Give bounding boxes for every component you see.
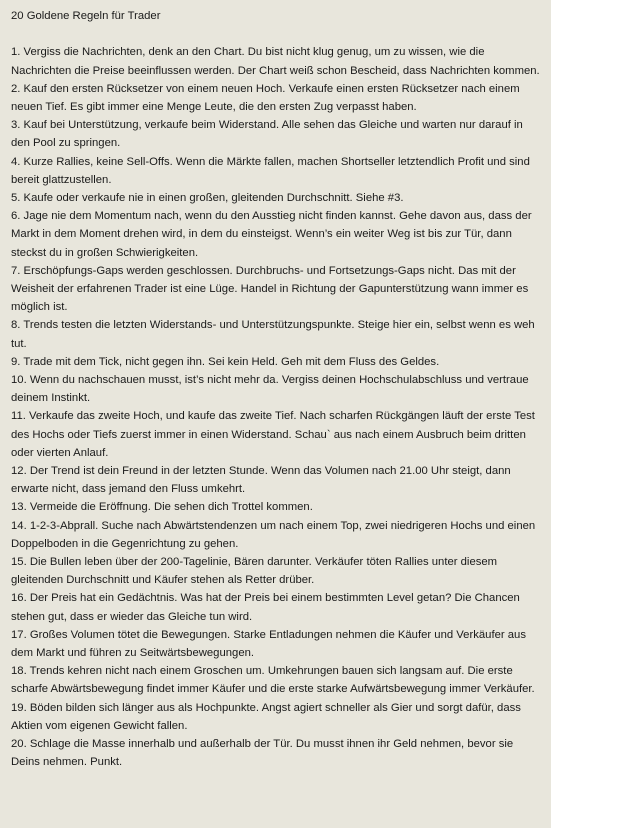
rule-item: 20. Schlage die Masse innerhalb und außerhalb der Tür. Du musst ihnen ihr Geld nehmen, bevor sie Deins nehmen. Punkt.: [11, 738, 514, 769]
rule-item: 4. Kurze Rallies, keine Sell-Offs. Wenn die Märkte fallen, machen Shortseller letztendlich Profit und sind bereit glattzustellen.: [11, 155, 530, 186]
rule-item: 1. Vergiss die Nachrichten, denk an den Chart. Du bist nicht klug genug, um zu wissen, wie die Nachrichten die Preise beeinflussen werden. Der Chart weiß schon Bescheid, dass Nachrichten kommen.: [11, 46, 540, 77]
rule-item: 14. 1-2-3-Abprall. Suche nach Abwärtstendenzen um nach einem Top, zwei niedrigeren Hochs und einen Doppelboden in die Gegenrichtung zu gehen.: [11, 519, 536, 550]
document-title: 20 Goldene Regeln für Trader: [11, 10, 161, 22]
rule-item: 15. Die Bullen leben über der 200-Tagelinie, Bären darunter. Verkäufer töten Rallies unter diesem gleitenden Durchschnitt und Käufer stehen als Retter drüber.: [11, 556, 498, 587]
rule-item: 2. Kauf den ersten Rücksetzer von einem neuen Hoch. Verkaufe einen ersten Rücksetzer nach einem neuen Tief. Es gibt immer eine Menge Leute, die den ersten Zug verpasst haben.: [11, 82, 520, 113]
rule-item: 17. Großes Volumen tötet die Bewegungen. Starke Entladungen nehmen die Käufer und Verkäufer aus dem Markt und führen zu Seitwärtsbewegungen.: [11, 628, 526, 660]
rule-item: 5. Kaufe oder verkaufe nie in einen großen, gleitenden Durchschnitt. Siehe #3.: [11, 192, 404, 204]
rule-item: 7. Erschöpfungs-Gaps werden geschlossen. Durchbruchs- und Fortsetzungs-Gaps nicht. Das mit der Weisheit der erfahrenen Trader ist eine Lüge. Handel in Richtung der Gapunterstützung wann immer es möglich ist.: [11, 264, 529, 314]
blank-line: [11, 25, 543, 43]
rule-item: 18. Trends kehren nicht nach einem Groschen um. Umkehrungen bauen sich langsam auf. Die erste scharfe Abwärtsbewegung findet immer Käufer und die erste starke Aufwärtsbewegung immer Verkäufer.: [11, 665, 535, 696]
rule-item: 3. Kauf bei Unterstützung, verkaufe beim Widerstand. Alle sehen das Gleiche und warten nur darauf in den Pool zu springen.: [11, 119, 523, 150]
rule-item: 6. Jage nie dem Momentum nach, wenn du den Ausstieg nicht finden kannst. Gehe davon aus, dass der Markt in dem Moment drehen wird, in dem du einsteigst. Wenn’s ein weiter Weg ist bis zur Tür, dann steckst du in großen Schwierigkeiten.: [11, 210, 532, 259]
rules-list: [11, 43, 543, 771]
rule-item: 13. Vermeide die Eröffnung. Die sehen dich Trottel kommen.: [11, 501, 313, 514]
rule-item: 16. Der Preis hat ein Gedächtnis. Was hat der Preis bei einem bestimmten Level getan? Die Chancen stehen gut, dass er wieder das Gleiche tun wird.: [11, 592, 520, 623]
rule-item: 8. Trends testen die letzten Widerstands- und Unterstützungspunkte. Steige hier ein, selbst wenn es weh tut.: [11, 319, 535, 350]
rule-item: 9. Trade mit dem Tick, nicht gegen ihn. Sei kein Held. Geh mit dem Fluss des Geldes.: [11, 355, 440, 368]
rule-item: 10. Wenn du nachschauen musst, ist’s nicht mehr da. Vergiss deinen Hochschulabschluss und vertraue deinem Instinkt.: [11, 374, 529, 405]
rule-item: 19. Böden bilden sich länger aus als Hochpunkte. Angst agiert schneller als Gier und sorgt dafür, dass Aktien vom eigenen Gewicht fallen.: [11, 701, 521, 732]
rule-item: 12. Der Trend ist dein Freund in der letzten Stunde. Wenn das Volumen nach 21.00 Uhr steigt, dann erwarte nicht, dass jemand den Fluss umkehrt.: [11, 465, 511, 496]
rule-item: 11. Verkaufe das zweite Hoch, und kaufe das zweite Tief. Nach scharfen Rückgängen läuft der erste Test des Hochs oder Tiefs zuerst immer in einen Widerstand. Schau` aus nach einem Ausbruch beim dritten oder vierten Anlauf.: [11, 410, 535, 459]
